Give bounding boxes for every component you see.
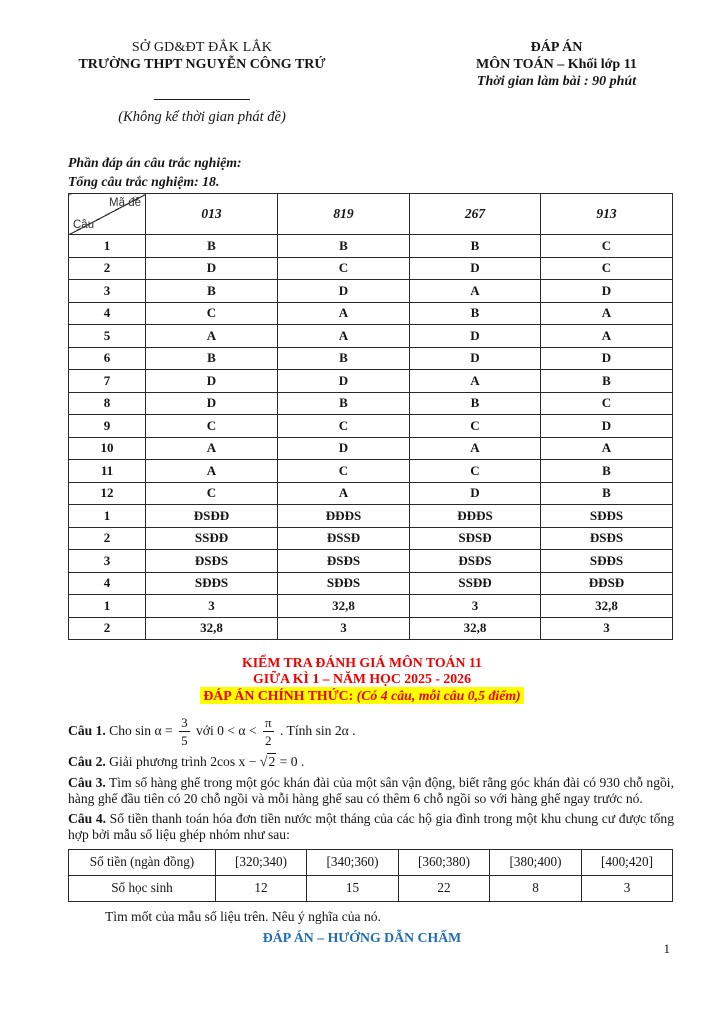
- answer-section-heading: Phần đáp án câu trắc nghiệm:: [68, 155, 242, 170]
- question-number-cell: 1: [69, 505, 146, 528]
- answer-table: [68, 193, 673, 640]
- answer-cell: ĐĐĐS: [410, 505, 541, 528]
- department-name: SỞ GD&ĐT ĐẮK LẮK: [131, 40, 273, 55]
- radical-sign: √: [259, 755, 268, 770]
- answer-cell: B: [146, 347, 278, 370]
- answer-cell: A: [146, 460, 278, 483]
- answer-cell: 32,8: [146, 617, 278, 640]
- interval-cell: [340;360): [307, 849, 399, 875]
- answer-cell: 3: [278, 617, 410, 640]
- answer-cell: B: [410, 235, 541, 258]
- answer-cell: B: [278, 235, 410, 258]
- answer-cell: B: [410, 392, 541, 415]
- table-row: [69, 347, 673, 370]
- interval-cell: [320;340): [216, 849, 307, 875]
- header-left: [52, 40, 352, 126]
- answer-cell: C: [410, 415, 541, 438]
- answer-cell: 32,8: [278, 595, 410, 618]
- answer-cell: D: [146, 257, 278, 280]
- table-row: [69, 257, 673, 280]
- answer-cell: SĐĐS: [146, 572, 278, 595]
- question-number-cell: 4: [69, 302, 146, 325]
- students-label-cell: Số học sinh: [69, 875, 216, 901]
- exam-code-header: 013: [146, 194, 278, 235]
- answer-cell: D: [278, 280, 410, 303]
- official-answer-label: ĐÁP ÁN CHÍNH THỨC:: [203, 688, 354, 703]
- question-1-text: Cho sin α =: [105, 722, 177, 738]
- question-3-label: Câu 3.: [68, 774, 106, 790]
- count-cell: 15: [307, 875, 399, 901]
- table-row: [69, 505, 673, 528]
- table-row: [69, 370, 673, 393]
- answer-cell: A: [541, 325, 673, 348]
- frequency-table-intervals-row: [69, 849, 673, 875]
- question-number-cell: 8: [69, 392, 146, 415]
- answer-cell: B: [541, 370, 673, 393]
- frequency-table: [68, 849, 673, 902]
- answer-cell: SSĐĐ: [146, 527, 278, 550]
- answer-cell: C: [410, 460, 541, 483]
- answer-cell: D: [541, 415, 673, 438]
- frequency-table-counts-row: [69, 875, 673, 901]
- question-1: [68, 711, 674, 751]
- answer-cell: 3: [146, 595, 278, 618]
- exam-code-header: 267: [410, 194, 541, 235]
- interval-cell: [360;380): [399, 849, 490, 875]
- answer-cell: C: [146, 415, 278, 438]
- answer-cell: B: [278, 347, 410, 370]
- answer-cell: B: [278, 392, 410, 415]
- exam-code-header: 819: [278, 194, 410, 235]
- count-cell: 22: [399, 875, 490, 901]
- answer-cell: B: [541, 460, 673, 483]
- question-4-label: Câu 4.: [68, 810, 107, 826]
- fraction-pi-2: $\frac{\pi}{2}$: [265, 714, 272, 748]
- answer-cell: D: [541, 280, 673, 303]
- corner-label-ma-de: Mã đề: [109, 197, 141, 209]
- table-row: [69, 325, 673, 348]
- school-name: TRƯỜNG THPT NGUYỄN CÔNG TRỨ: [78, 57, 326, 72]
- question-1-text: với 0 < α <: [192, 722, 260, 738]
- question-number-cell: 1: [69, 595, 146, 618]
- intro-section: [68, 153, 672, 191]
- count-cell: 3: [582, 875, 673, 901]
- question-count-line: Tổng câu trắc nghiệm: 18.: [68, 174, 220, 189]
- answer-cell: A: [278, 482, 410, 505]
- answer-cell: A: [541, 302, 673, 325]
- answer-cell: C: [146, 302, 278, 325]
- answer-cell: A: [278, 302, 410, 325]
- answer-cell: D: [278, 370, 410, 393]
- question-number-cell: 4: [69, 572, 146, 595]
- question-number-cell: 5: [69, 325, 146, 348]
- answer-cell: 3: [410, 595, 541, 618]
- answer-cell: C: [541, 235, 673, 258]
- question-number-cell: 2: [69, 257, 146, 280]
- answer-cell: B: [410, 302, 541, 325]
- question-3: [68, 775, 674, 808]
- official-answer-banner: [200, 687, 523, 704]
- answer-cell: ĐSĐS: [278, 550, 410, 573]
- answer-cell: A: [146, 325, 278, 348]
- answer-cell: SĐĐS: [541, 505, 673, 528]
- interval-cell: [400;420]: [582, 849, 673, 875]
- question-3-text: Tìm số hàng ghế trong một góc khán đài của một sân vận động, biết rằng góc khán đài có 930 chỗ ngồi, hàng ghế đầu tiên có 20 chỗ ngồi và mỗi hàng ghế sau có thêm 6 chỗ ngồi so với hàng ghế ngay trước nó.: [68, 774, 674, 806]
- answer-cell: A: [410, 437, 541, 460]
- header-divider-rule: [154, 99, 250, 100]
- answer-cell: D: [410, 482, 541, 505]
- table-row: [69, 527, 673, 550]
- exam-title-line2: GIỮA KÌ 1 – NĂM HỌC 2025 - 2026: [253, 671, 471, 686]
- answer-cell: D: [410, 325, 541, 348]
- answer-cell: ĐSĐS: [146, 550, 278, 573]
- question-4-text: Số tiền thanh toán hóa đơn tiền nước một tháng của các hộ gia đình trong một khu chung cư được tổng hợp bởi mẫu số liệu ghép nhóm như sau:: [68, 810, 674, 842]
- exam-code-header: 913: [541, 194, 673, 235]
- answer-cell: SĐĐS: [541, 550, 673, 573]
- count-cell: 12: [216, 875, 307, 901]
- question-number-cell: 6: [69, 347, 146, 370]
- square-root: √2: [259, 754, 276, 770]
- answer-cell: B: [146, 280, 278, 303]
- time-exclusion-note: (Không kể thời gian phát đề): [118, 109, 286, 125]
- table-row: [69, 482, 673, 505]
- answer-table-header-row: [69, 194, 673, 235]
- money-label-cell: Số tiền (ngàn đồng): [69, 849, 216, 875]
- question-number-cell: 1: [69, 235, 146, 258]
- task-instruction: Tìm mốt của mẫu số liệu trên. Nêu ý nghĩa của nó.: [105, 908, 381, 924]
- answer-cell: D: [146, 392, 278, 415]
- answer-cell: D: [146, 370, 278, 393]
- answer-cell: ĐSĐS: [541, 527, 673, 550]
- question-2-text: = 0 .: [276, 754, 305, 769]
- question-4: [68, 811, 674, 844]
- question-number-cell: 2: [69, 617, 146, 640]
- table-row: [69, 617, 673, 640]
- answer-cell: C: [278, 460, 410, 483]
- table-row: [69, 572, 673, 595]
- table-row: [69, 235, 673, 258]
- question-number-cell: 11: [69, 460, 146, 483]
- question-number-cell: 3: [69, 550, 146, 573]
- corner-label-cau: Câu: [73, 219, 95, 231]
- answer-cell: 32,8: [541, 595, 673, 618]
- interval-cell: [380;400): [490, 849, 582, 875]
- answer-cell: C: [541, 257, 673, 280]
- answer-cell: ĐSSĐ: [278, 527, 410, 550]
- question-1-text: . Tính sin 2α .: [276, 722, 356, 738]
- answer-cell: B: [146, 235, 278, 258]
- question-number-cell: 12: [69, 482, 146, 505]
- count-cell: 8: [490, 875, 582, 901]
- table-row: [69, 280, 673, 303]
- answer-cell: C: [278, 257, 410, 280]
- answer-cell: D: [410, 347, 541, 370]
- question-number-cell: 9: [69, 415, 146, 438]
- answer-cell: A: [278, 325, 410, 348]
- document-header: [0, 0, 724, 126]
- answer-cell: C: [541, 392, 673, 415]
- answer-cell: D: [278, 437, 410, 460]
- answer-cell: SSĐĐ: [410, 572, 541, 595]
- answer-cell: ĐSĐĐ: [146, 505, 278, 528]
- answer-cell: A: [410, 370, 541, 393]
- answer-cell: ĐĐSĐ: [541, 572, 673, 595]
- answer-table-body: [69, 194, 673, 640]
- exam-title-line1: KIỂM TRA ĐÁNH GIÁ MÔN TOÁN 11: [242, 655, 482, 670]
- answer-cell: 32,8: [410, 617, 541, 640]
- table-row: [69, 302, 673, 325]
- grading-guide-heading: ĐÁP ÁN – HƯỚNG DẪN CHẤM: [262, 929, 462, 945]
- table-row: [69, 595, 673, 618]
- question-number-cell: 2: [69, 527, 146, 550]
- answer-cell: ĐĐĐS: [278, 505, 410, 528]
- answer-cell: 3: [541, 617, 673, 640]
- answer-cell: C: [278, 415, 410, 438]
- answer-cell: D: [410, 257, 541, 280]
- official-answer-note: (Có 4 câu, mỗi câu 0,5 điểm): [353, 688, 521, 703]
- question-2-label: Câu 2.: [68, 754, 106, 769]
- subject-grade-title: MÔN TOÁN – Khối lớp 11: [476, 57, 637, 72]
- answer-cell: SĐSĐ: [410, 527, 541, 550]
- answer-cell: D: [541, 347, 673, 370]
- answer-cell: A: [146, 437, 278, 460]
- answer-cell: C: [146, 482, 278, 505]
- table-row: [69, 392, 673, 415]
- answer-cell: B: [541, 482, 673, 505]
- question-number-cell: 10: [69, 437, 146, 460]
- exam-duration: Thời gian làm bài : 90 phút: [476, 74, 637, 89]
- answer-cell: A: [410, 280, 541, 303]
- answer-cell: SĐĐS: [278, 572, 410, 595]
- table-row: [69, 550, 673, 573]
- question-number-cell: 7: [69, 370, 146, 393]
- answer-cell: A: [541, 437, 673, 460]
- questions-section: [68, 711, 674, 844]
- table-row: [69, 437, 673, 460]
- diagonal-corner-cell: [69, 194, 146, 235]
- header-right: [439, 40, 674, 126]
- fraction-3-5: $\frac{3}{5}$: [181, 714, 188, 748]
- question-1-label: Câu 1.: [68, 722, 106, 738]
- exam-heading-block: [0, 655, 724, 705]
- question-2-text: Giải phương trình 2cos x −: [105, 754, 260, 769]
- question-2: [68, 754, 674, 772]
- answer-cell: ĐSĐS: [410, 550, 541, 573]
- table-row: [69, 460, 673, 483]
- table-row: [69, 415, 673, 438]
- answer-key-title: ĐÁP ÁN: [530, 40, 583, 55]
- question-number-cell: 3: [69, 280, 146, 303]
- page-number: 1: [663, 941, 670, 956]
